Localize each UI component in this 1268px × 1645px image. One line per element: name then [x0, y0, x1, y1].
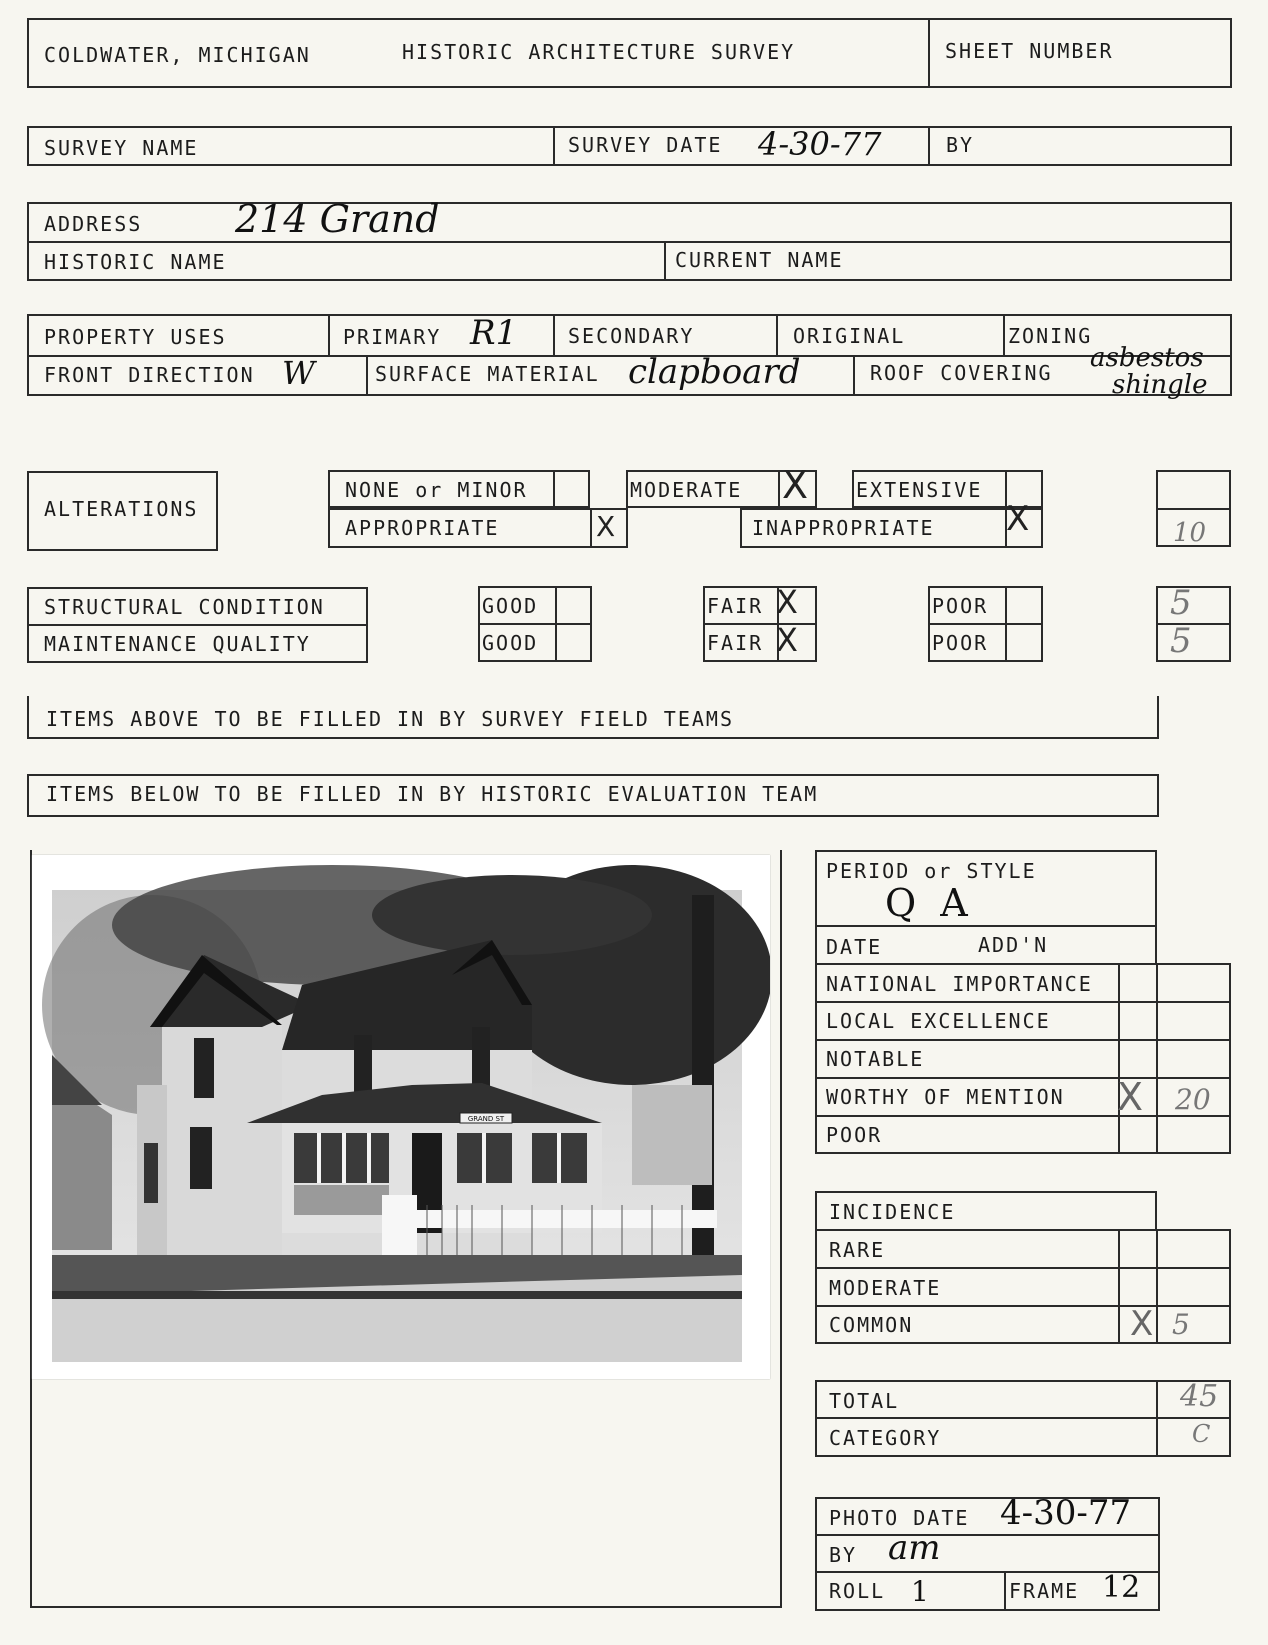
- poor-importance-label: POOR: [826, 1123, 883, 1147]
- period-style-value: Q A: [885, 881, 974, 925]
- total-label: TOTAL: [829, 1389, 900, 1413]
- items-above-bottom: [27, 737, 1159, 739]
- worthy-of-mention-label: WORTHY OF MENTION: [826, 1085, 1065, 1109]
- frame-label: FRAME: [1009, 1579, 1080, 1603]
- sheet-number-label: SHEET NUMBER: [945, 39, 1114, 63]
- primary-value: R1: [470, 313, 518, 353]
- header-divider: [928, 18, 930, 86]
- front-direction-value: W: [282, 354, 315, 392]
- common-label: COMMON: [829, 1313, 914, 1337]
- address-separator: [27, 241, 1232, 243]
- totals-separator: [815, 1417, 1231, 1419]
- survey-name-label: SURVEY NAME: [44, 136, 199, 160]
- good-label-maintenance: GOOD: [482, 631, 539, 655]
- totals-divider: [1156, 1380, 1158, 1455]
- incidence-row-1: [815, 1267, 1231, 1269]
- survey-divider-1: [553, 126, 555, 164]
- address-value: 214 Grand: [235, 197, 440, 241]
- survey-date-label: SURVEY DATE: [568, 133, 723, 157]
- condition-score-separator: [1156, 623, 1231, 625]
- appropriate-label: APPROPRIATE: [345, 516, 500, 540]
- alterations-score-separator: [1156, 508, 1231, 510]
- structural-fair-mark: X: [776, 583, 798, 621]
- property-divider-6: [853, 355, 855, 394]
- category-label: CATEGORY: [829, 1426, 942, 1450]
- survey-divider-2: [928, 126, 930, 164]
- fair-label-structural: FAIR: [707, 594, 764, 618]
- house-photo-image: [32, 855, 770, 1379]
- importance-row-4: [815, 1115, 1231, 1117]
- poor-label-maintenance: POOR: [932, 631, 989, 655]
- roll-label: ROLL: [829, 1579, 886, 1603]
- front-direction-label: FRONT DIRECTION: [44, 363, 255, 387]
- property-uses-label: PROPERTY USES: [44, 325, 227, 349]
- fair-label-maintenance: FAIR: [707, 631, 764, 655]
- photo-date-value: 4-30-77: [1000, 1493, 1132, 1533]
- alterations-score: 10: [1173, 518, 1207, 548]
- inappropriate-mark: X: [1006, 499, 1030, 539]
- photo-date-label: PHOTO DATE: [829, 1506, 970, 1530]
- poor-check-divider: [1005, 586, 1007, 660]
- maintenance-quality-label: MAINTENANCE QUALITY: [44, 632, 311, 656]
- items-below-text: ITEMS BELOW TO BE FILLED IN BY HISTORIC EVALUATION TEAM: [46, 782, 819, 806]
- photo-by-value: am: [888, 1528, 941, 1568]
- photo-info-row-1: [815, 1534, 1160, 1536]
- structural-score: 5: [1170, 583, 1192, 623]
- address-label: ADDRESS: [44, 212, 143, 236]
- structural-condition-label: STRUCTURAL CONDITION: [44, 595, 325, 619]
- common-score: 5: [1172, 1308, 1190, 1341]
- good-separator: [478, 623, 592, 625]
- importance-divider-1: [1118, 963, 1120, 1152]
- incidence-row-2: [815, 1305, 1231, 1307]
- secondary-label: SECONDARY: [568, 324, 695, 348]
- zoning-label: ZONING: [1008, 324, 1093, 348]
- roof-covering-label: ROOF COVERING: [870, 361, 1053, 385]
- moderate-mark: X: [782, 463, 809, 507]
- importance-row-1: [815, 1001, 1231, 1003]
- property-divider-5: [366, 355, 368, 394]
- maintenance-fair-mark: X: [776, 621, 798, 659]
- moderate-label: MODERATE: [630, 478, 743, 502]
- incidence-moderate-label: MODERATE: [829, 1276, 942, 1300]
- property-divider-2: [553, 314, 555, 355]
- primary-label: PRIMARY: [343, 325, 442, 349]
- items-above-text: ITEMS ABOVE TO BE FILLED IN BY SURVEY FIELD TEAMS: [46, 707, 735, 731]
- poor-separator: [928, 623, 1043, 625]
- addn-label: ADD'N: [978, 933, 1049, 957]
- original-label: ORIGINAL: [793, 324, 906, 348]
- inappropriate-label: INAPPROPRIATE: [752, 516, 935, 540]
- property-divider-1: [328, 314, 330, 355]
- appropriate-check-divider: [590, 508, 592, 546]
- category-value: C: [1192, 1420, 1211, 1448]
- none-minor-check-divider: [553, 470, 555, 506]
- photo-frame-bottom: [30, 1606, 782, 1608]
- photo-by-label: BY: [829, 1543, 858, 1567]
- incidence-divider-1: [1118, 1229, 1120, 1342]
- poor-label-structural: POOR: [932, 594, 989, 618]
- incidence-divider-2: [1156, 1229, 1158, 1342]
- address-divider: [664, 241, 666, 279]
- frame-value: 12: [1102, 1570, 1141, 1605]
- rare-label: RARE: [829, 1238, 886, 1262]
- current-name-label: CURRENT NAME: [675, 248, 844, 272]
- roll-value: 1: [911, 1575, 929, 1608]
- local-excellence-label: LOCAL EXCELLENCE: [826, 1009, 1051, 1033]
- surface-material-label: SURFACE MATERIAL: [375, 362, 600, 386]
- survey-title: HISTORIC ARCHITECTURE SURVEY: [402, 40, 796, 64]
- extensive-label: EXTENSIVE: [856, 478, 983, 502]
- city-label: COLDWATER, MICHIGAN: [44, 43, 311, 67]
- total-value: 45: [1180, 1379, 1219, 1414]
- importance-row-2: [815, 1039, 1231, 1041]
- roof-covering-value-2: shingle: [1112, 370, 1208, 400]
- survey-by-label: BY: [946, 133, 975, 157]
- alterations-label: ALTERATIONS: [44, 497, 199, 521]
- property-divider-3: [776, 314, 778, 355]
- good-label-structural: GOOD: [482, 594, 539, 618]
- survey-date-value: 4-30-77: [758, 125, 882, 163]
- maintenance-score: 5: [1170, 621, 1192, 661]
- condition-label-separator: [27, 624, 368, 626]
- incidence-label: INCIDENCE: [829, 1200, 956, 1224]
- good-check-divider: [555, 586, 557, 660]
- historic-name-label: HISTORIC NAME: [44, 250, 227, 274]
- moderate-check-divider: [778, 470, 780, 506]
- fair-separator: [703, 623, 817, 625]
- importance-row-3: [815, 1077, 1231, 1079]
- national-importance-label: NATIONAL IMPORTANCE: [826, 972, 1093, 996]
- photo-frame-right: [780, 850, 782, 1608]
- property-divider-4: [1003, 314, 1005, 355]
- period-style-label: PERIOD or STYLE: [826, 859, 1037, 883]
- roof-covering-value-1: asbestos: [1090, 343, 1204, 373]
- worthy-score: 20: [1175, 1083, 1211, 1116]
- date-label: DATE: [826, 935, 883, 959]
- surface-material-value: clapboard: [628, 352, 801, 392]
- common-mark: X: [1130, 1304, 1154, 1344]
- photo-info-divider: [1004, 1571, 1006, 1609]
- none-minor-label: NONE or MINOR: [345, 478, 528, 502]
- appropriate-mark: X: [596, 510, 616, 543]
- importance-divider-2: [1156, 963, 1158, 1152]
- street-sign-text: GRAND ST: [467, 1115, 505, 1123]
- house-photograph: [32, 855, 770, 1379]
- notable-label: NOTABLE: [826, 1047, 925, 1071]
- worthy-mark: X: [1117, 1075, 1144, 1119]
